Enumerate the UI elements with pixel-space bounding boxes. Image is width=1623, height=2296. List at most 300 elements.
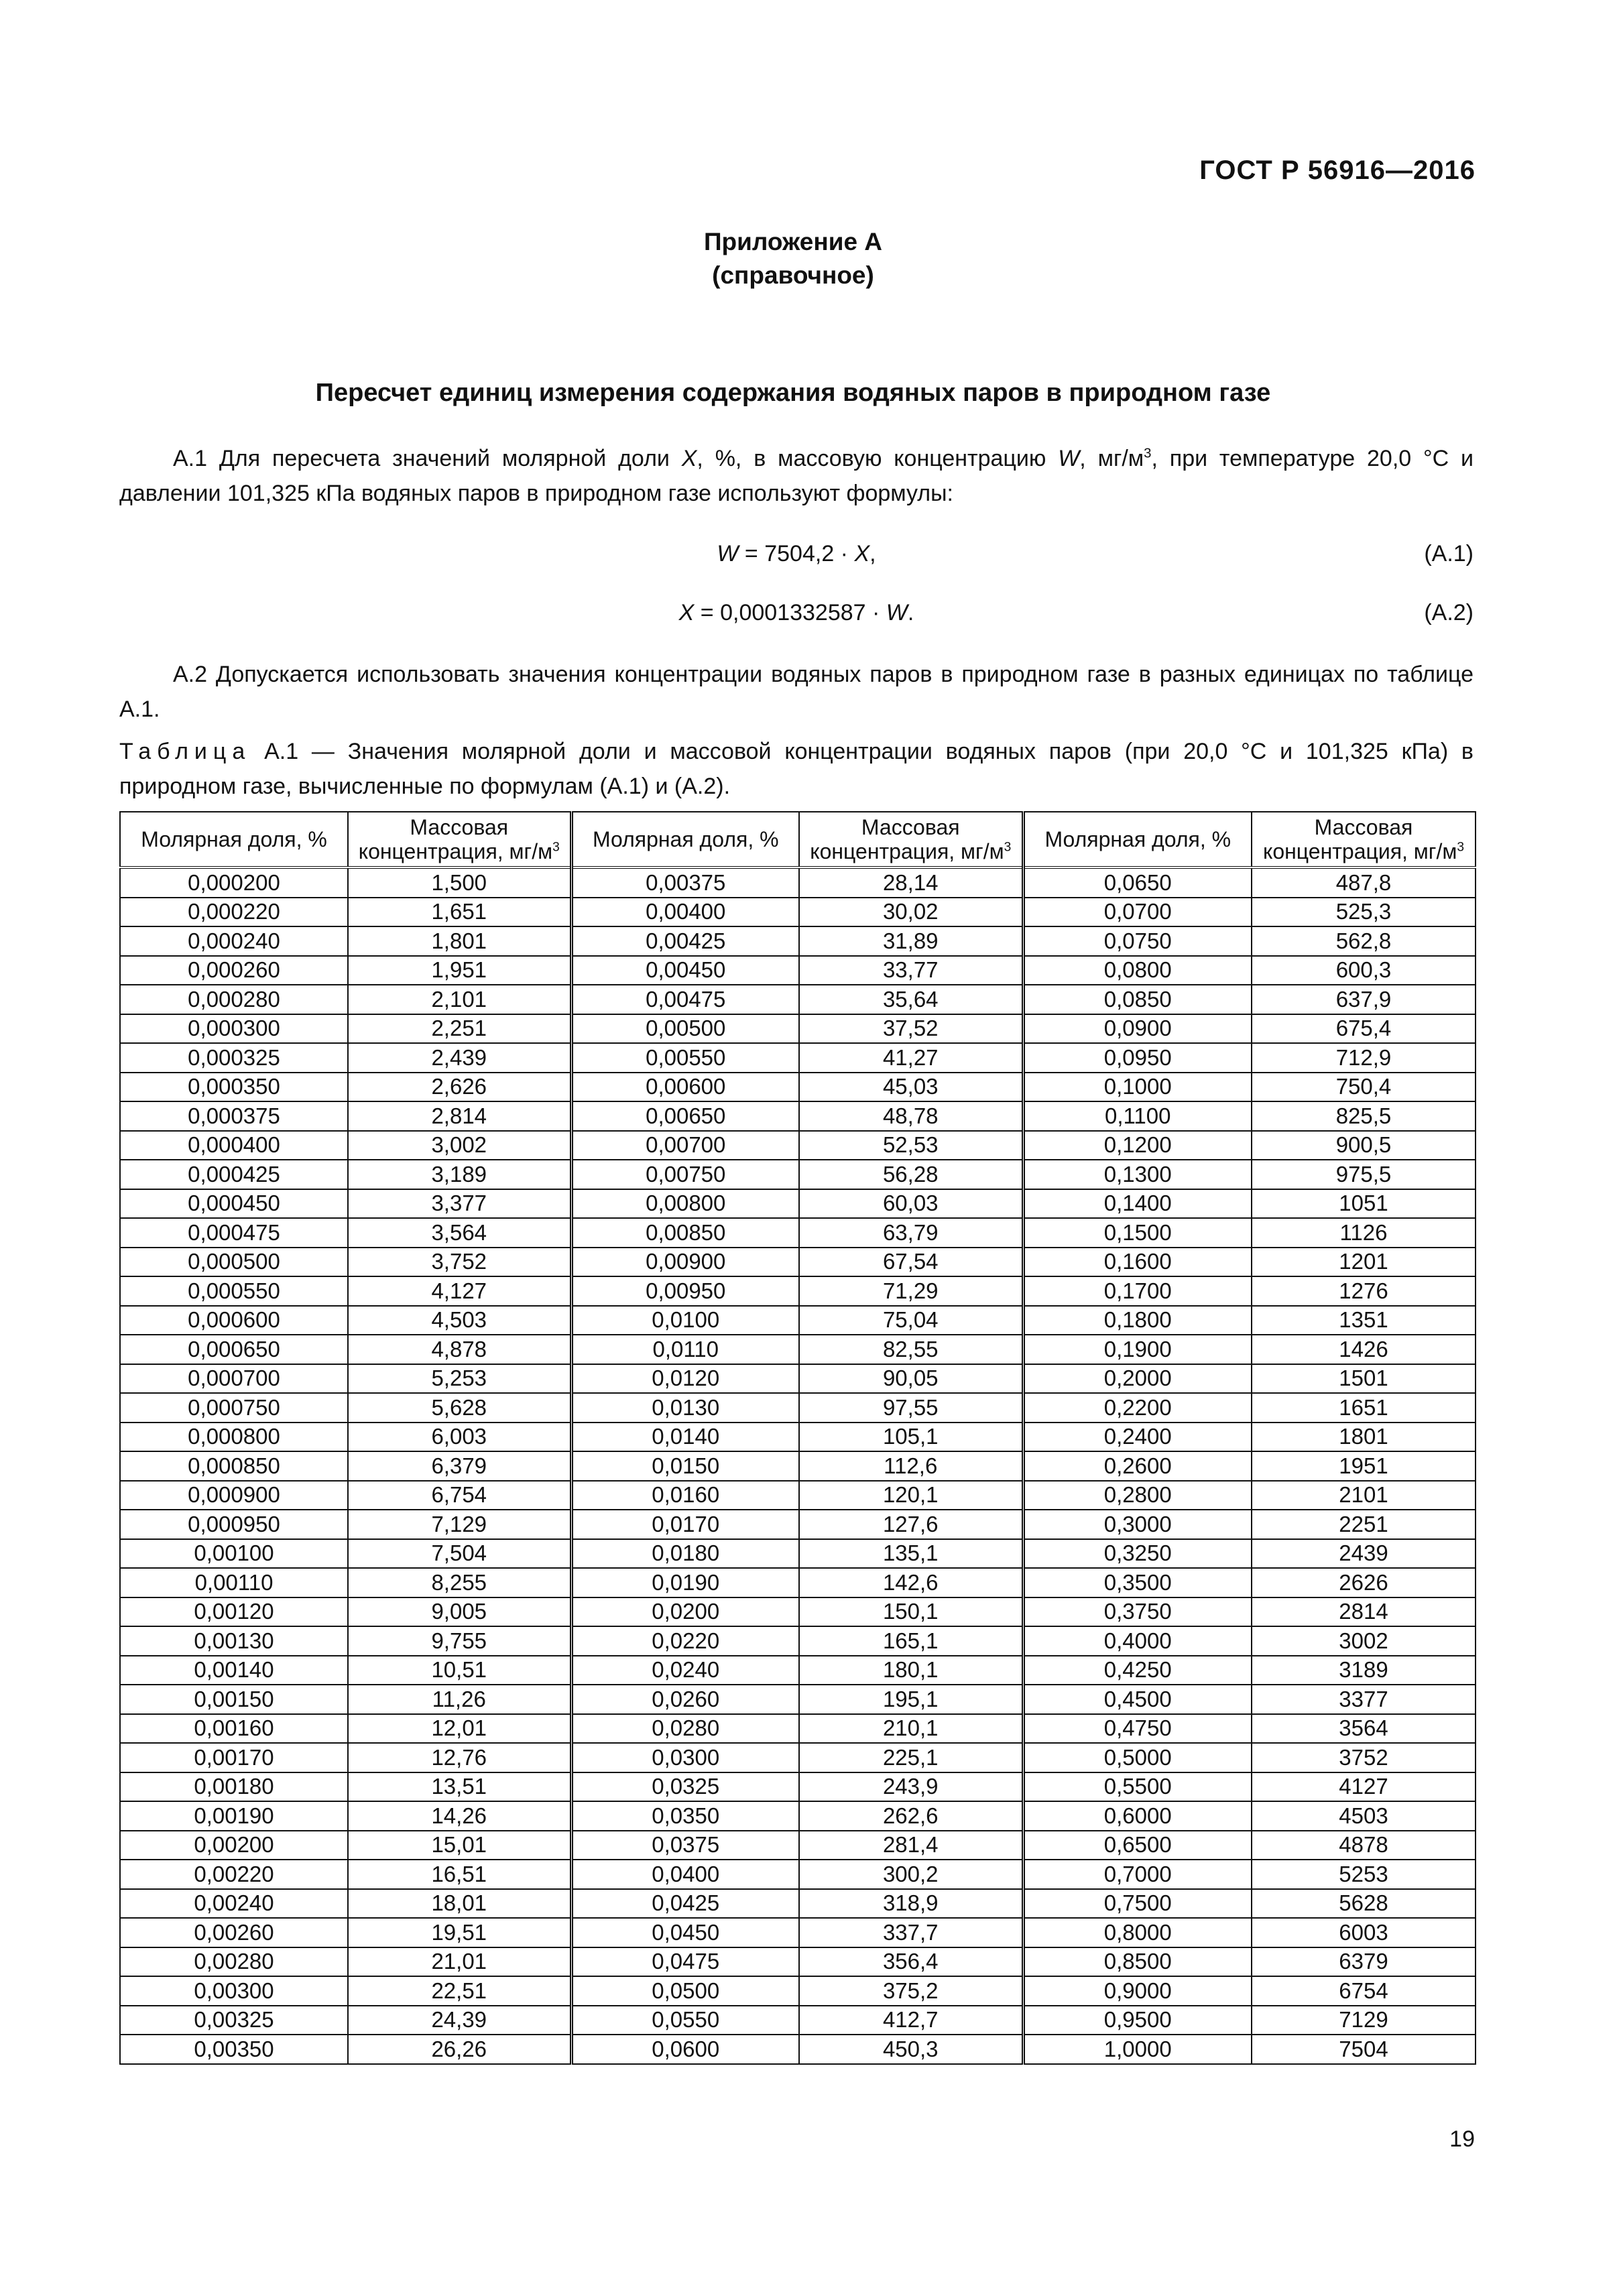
formula-tail: , (869, 541, 876, 566)
cell-molar-fraction: 0,00750 (571, 1160, 799, 1189)
symbol-x: X (681, 446, 697, 471)
cell-molar-fraction: 0,9000 (1023, 1976, 1252, 2006)
conversion-table (119, 811, 1476, 2065)
cell-mass-concentration: 2251 (1252, 1510, 1476, 1539)
cell-molar-fraction: 0,0800 (1023, 956, 1252, 985)
cell-molar-fraction: 0,0280 (571, 1714, 799, 1744)
cell-mass-concentration: 97,55 (799, 1393, 1023, 1423)
cell-molar-fraction: 0,00180 (120, 1772, 348, 1802)
cell-molar-fraction: 0,0110 (571, 1335, 799, 1364)
table-row (120, 1276, 1476, 1306)
cell-mass-concentration: 24,39 (348, 2006, 571, 2035)
cell-mass-concentration: 6,754 (348, 1481, 571, 1510)
superscript-3: 3 (1144, 446, 1152, 461)
cell-molar-fraction: 0,00425 (571, 926, 799, 956)
table-row (120, 1481, 1476, 1510)
cell-mass-concentration: 487,8 (1252, 867, 1476, 898)
table-row (120, 1568, 1476, 1597)
cell-mass-concentration: 3752 (1252, 1743, 1476, 1772)
cell-molar-fraction: 0,000750 (120, 1393, 348, 1423)
cell-mass-concentration: 33,77 (799, 956, 1023, 985)
cell-molar-fraction: 0,0180 (571, 1539, 799, 1569)
cell-mass-concentration: 975,5 (1252, 1160, 1476, 1189)
cell-molar-fraction: 0,1400 (1023, 1189, 1252, 1219)
cell-molar-fraction: 0,4000 (1023, 1626, 1252, 1656)
cell-molar-fraction: 0,3500 (1023, 1568, 1252, 1597)
table-row (120, 926, 1476, 956)
cell-molar-fraction: 0,00170 (120, 1743, 348, 1772)
table-row (120, 985, 1476, 1014)
cell-molar-fraction: 0,0190 (571, 1568, 799, 1597)
table-row (120, 1248, 1476, 1277)
header-molar-fraction: Молярная доля, % (571, 812, 799, 867)
cell-mass-concentration: 18,01 (348, 1889, 571, 1919)
cell-mass-concentration: 2,814 (348, 1101, 571, 1131)
cell-molar-fraction: 0,000200 (120, 867, 348, 898)
cell-mass-concentration: 281,4 (799, 1831, 1023, 1860)
cell-molar-fraction: 0,000500 (120, 1248, 348, 1277)
cell-molar-fraction: 0,0400 (571, 1860, 799, 1889)
cell-molar-fraction: 0,00110 (120, 1568, 348, 1597)
table-row (120, 1801, 1476, 1831)
cell-mass-concentration: 412,7 (799, 2006, 1023, 2035)
cell-molar-fraction: 0,0750 (1023, 926, 1252, 956)
cell-molar-fraction: 0,3250 (1023, 1539, 1252, 1569)
cell-mass-concentration: 2101 (1252, 1481, 1476, 1510)
cell-mass-concentration: 8,255 (348, 1568, 571, 1597)
cell-mass-concentration: 750,4 (1252, 1073, 1476, 1102)
cell-molar-fraction: 0,000220 (120, 898, 348, 927)
cell-molar-fraction: 0,00500 (571, 1014, 799, 1044)
cell-mass-concentration: 525,3 (1252, 898, 1476, 927)
header-mass-concentration: Массовая концентрация, $мг/м^3$ (1252, 812, 1476, 867)
cell-mass-concentration: 3,002 (348, 1131, 571, 1160)
cell-mass-concentration: 1276 (1252, 1276, 1476, 1306)
paragraph-a2-text: А.2 Допускается использовать значения концентрации водяных паров в природном газе в разных единицах по таблице А.1. (119, 662, 1474, 722)
paragraph-a1 (119, 441, 1474, 511)
cell-mass-concentration: 375,2 (799, 1976, 1023, 2006)
cell-mass-concentration: 45,03 (799, 1073, 1023, 1102)
cell-molar-fraction: 0,0475 (571, 1947, 799, 1977)
table-row (120, 1101, 1476, 1131)
cell-mass-concentration: 127,6 (799, 1510, 1023, 1539)
formula-expression (119, 536, 1474, 571)
table-row (120, 1656, 1476, 1685)
header-molar-fraction: Молярная доля, % (1023, 812, 1252, 867)
table-row (120, 1918, 1476, 1947)
cell-mass-concentration: 225,1 (799, 1743, 1023, 1772)
cell-molar-fraction: 0,00200 (120, 1831, 348, 1860)
table-row (120, 956, 1476, 985)
cell-mass-concentration: 7129 (1252, 2006, 1476, 2035)
cell-molar-fraction: 0,0170 (571, 1510, 799, 1539)
cell-mass-concentration: 6,003 (348, 1423, 571, 1452)
cell-molar-fraction: 0,000350 (120, 1073, 348, 1102)
paragraph-a2 (119, 657, 1474, 727)
cell-mass-concentration: 3377 (1252, 1685, 1476, 1714)
cell-mass-concentration: 2626 (1252, 1568, 1476, 1597)
table-row (120, 1714, 1476, 1744)
section-title: Пересчет единиц измерения содержания водяных паров в природном газе (315, 379, 1271, 407)
cell-mass-concentration: 5253 (1252, 1860, 1476, 1889)
table-row (120, 1976, 1476, 2006)
table-row (120, 1423, 1476, 1452)
cell-mass-concentration: 41,27 (799, 1043, 1023, 1073)
cell-molar-fraction: 0,000650 (120, 1335, 348, 1364)
cell-mass-concentration: 1,951 (348, 956, 571, 985)
table-row (120, 1014, 1476, 1044)
table-row (120, 867, 1476, 898)
table-row (120, 1947, 1476, 1977)
appendix-subtitle: (справочное) (712, 261, 874, 289)
table-row (120, 898, 1476, 927)
cell-mass-concentration: 112,6 (799, 1451, 1023, 1481)
cell-molar-fraction: 0,00475 (571, 985, 799, 1014)
cell-mass-concentration: 825,5 (1252, 1101, 1476, 1131)
cell-molar-fraction: 0,7500 (1023, 1889, 1252, 1919)
cell-mass-concentration: 356,4 (799, 1947, 1023, 1977)
cell-molar-fraction: 0,3750 (1023, 1597, 1252, 1627)
cell-molar-fraction: 0,00325 (120, 2006, 348, 2035)
header-mass-concentration: Массовая концентрация, $мг/м^3$ (348, 812, 571, 867)
cell-mass-concentration: 1801 (1252, 1423, 1476, 1452)
formula-number: (А.2) (1424, 600, 1474, 625)
cell-molar-fraction: 0,2400 (1023, 1423, 1252, 1452)
cell-mass-concentration: 3189 (1252, 1656, 1476, 1685)
cell-mass-concentration: 150,1 (799, 1597, 1023, 1627)
cell-molar-fraction: 0,000850 (120, 1451, 348, 1481)
cell-molar-fraction: 0,00850 (571, 1218, 799, 1248)
cell-molar-fraction: 0,0850 (1023, 985, 1252, 1014)
cell-mass-concentration: 450,3 (799, 2035, 1023, 2064)
cell-molar-fraction: 0,8500 (1023, 1947, 1252, 1977)
cell-molar-fraction: 0,0240 (571, 1656, 799, 1685)
table-row (120, 1073, 1476, 1102)
formula-lhs: X (678, 600, 695, 625)
table-row (120, 2035, 1476, 2064)
cell-molar-fraction: 1,0000 (1023, 2035, 1252, 2064)
cell-molar-fraction: 0,00140 (120, 1656, 348, 1685)
cell-mass-concentration: 12,01 (348, 1714, 571, 1744)
formula-number: (А.1) (1424, 541, 1474, 566)
cell-molar-fraction: 0,0550 (571, 2006, 799, 2035)
cell-mass-concentration: 1051 (1252, 1189, 1476, 1219)
cell-molar-fraction: 0,000475 (120, 1218, 348, 1248)
cell-mass-concentration: 3,752 (348, 1248, 571, 1277)
cell-mass-concentration: 71,29 (799, 1276, 1023, 1306)
cell-molar-fraction: 0,2000 (1023, 1364, 1252, 1394)
cell-molar-fraction: 0,000300 (120, 1014, 348, 1044)
table-row (120, 1889, 1476, 1919)
cell-mass-concentration: 210,1 (799, 1714, 1023, 1744)
cell-molar-fraction: 0,00260 (120, 1918, 348, 1947)
paragraph-a1-part: , мг/м (1079, 446, 1144, 471)
table-row (120, 1743, 1476, 1772)
table-row (120, 1306, 1476, 1335)
formula-operator: = 7504,2 · (738, 541, 855, 566)
cell-molar-fraction: 0,0100 (571, 1306, 799, 1335)
cell-molar-fraction: 0,0150 (571, 1451, 799, 1481)
table-row (120, 1364, 1476, 1394)
cell-mass-concentration: 13,51 (348, 1772, 571, 1802)
appendix-title: Приложение А (703, 228, 883, 255)
cell-molar-fraction: 0,1500 (1023, 1218, 1252, 1248)
cell-molar-fraction: 0,5000 (1023, 1743, 1252, 1772)
cell-mass-concentration: 11,26 (348, 1685, 571, 1714)
cell-mass-concentration: 2,101 (348, 985, 571, 1014)
cell-mass-concentration: 165,1 (799, 1626, 1023, 1656)
cell-mass-concentration: 1426 (1252, 1335, 1476, 1364)
cell-molar-fraction: 0,00950 (571, 1276, 799, 1306)
cell-molar-fraction: 0,00280 (120, 1947, 348, 1977)
cell-mass-concentration: 35,64 (799, 985, 1023, 1014)
cell-molar-fraction: 0,1000 (1023, 1073, 1252, 1102)
table-row (120, 2006, 1476, 2035)
cell-molar-fraction: 0,0220 (571, 1626, 799, 1656)
cell-mass-concentration: 63,79 (799, 1218, 1023, 1248)
cell-molar-fraction: 0,0120 (571, 1364, 799, 1394)
cell-mass-concentration: 262,6 (799, 1801, 1023, 1831)
cell-molar-fraction: 0,000375 (120, 1101, 348, 1131)
header-mass-concentration: Массовая концентрация, $мг/м^3$ (799, 812, 1023, 867)
cell-molar-fraction: 0,000450 (120, 1189, 348, 1219)
cell-mass-concentration: 637,9 (1252, 985, 1476, 1014)
cell-molar-fraction: 0,2800 (1023, 1481, 1252, 1510)
cell-mass-concentration: 28,14 (799, 867, 1023, 898)
cell-molar-fraction: 0,000950 (120, 1510, 348, 1539)
cell-molar-fraction: 0,0425 (571, 1889, 799, 1919)
cell-molar-fraction: 0,00900 (571, 1248, 799, 1277)
cell-molar-fraction: 0,00160 (120, 1714, 348, 1744)
cell-molar-fraction: 0,1800 (1023, 1306, 1252, 1335)
document-code: ГОСТ Р 56916—2016 (1199, 156, 1476, 185)
cell-mass-concentration: 37,52 (799, 1014, 1023, 1044)
formula-operator: = 0,0001332587 · (694, 600, 886, 625)
cell-molar-fraction: 0,0650 (1023, 867, 1252, 898)
cell-mass-concentration: 5,628 (348, 1393, 571, 1423)
cell-mass-concentration: 9,005 (348, 1597, 571, 1627)
cell-mass-concentration: 1,651 (348, 898, 571, 927)
formula-rhs: X (854, 541, 870, 566)
paragraph-a1-part: А.1 Для пересчета значений молярной доли (173, 446, 682, 471)
cell-mass-concentration: 135,1 (799, 1539, 1023, 1569)
cell-molar-fraction: 0,000900 (120, 1481, 348, 1510)
table-row (120, 1131, 1476, 1160)
cell-molar-fraction: 0,9500 (1023, 2006, 1252, 2035)
cell-molar-fraction: 0,6500 (1023, 1831, 1252, 1860)
cell-molar-fraction: 0,0450 (571, 1918, 799, 1947)
cell-mass-concentration: 5,253 (348, 1364, 571, 1394)
cell-molar-fraction: 0,00190 (120, 1801, 348, 1831)
cell-mass-concentration: 1126 (1252, 1218, 1476, 1248)
cell-mass-concentration: 2,439 (348, 1043, 571, 1073)
page-number: 19 (1449, 2126, 1475, 2152)
cell-molar-fraction: 0,1300 (1023, 1160, 1252, 1189)
cell-mass-concentration: 105,1 (799, 1423, 1023, 1452)
table-row (120, 1393, 1476, 1423)
formula-lhs: W (717, 541, 739, 566)
cell-molar-fraction: 0,0160 (571, 1481, 799, 1510)
cell-mass-concentration: 195,1 (799, 1685, 1023, 1714)
cell-mass-concentration: 4503 (1252, 1801, 1476, 1831)
cell-molar-fraction: 0,0700 (1023, 898, 1252, 927)
cell-mass-concentration: 4,878 (348, 1335, 571, 1364)
cell-mass-concentration: 1951 (1252, 1451, 1476, 1481)
cell-molar-fraction: 0,0200 (571, 1597, 799, 1627)
cell-molar-fraction: 0,0500 (571, 1976, 799, 2006)
cell-molar-fraction: 0,00130 (120, 1626, 348, 1656)
cell-molar-fraction: 0,00550 (571, 1043, 799, 1073)
cell-mass-concentration: 6379 (1252, 1947, 1476, 1977)
formula-expression (119, 595, 1474, 630)
cell-mass-concentration: 142,6 (799, 1568, 1023, 1597)
table-row (120, 1626, 1476, 1656)
table-row (120, 1160, 1476, 1189)
appendix-heading (0, 225, 1586, 292)
cell-molar-fraction: 0,0375 (571, 1831, 799, 1860)
cell-mass-concentration: 15,01 (348, 1831, 571, 1860)
cell-mass-concentration: 1201 (1252, 1248, 1476, 1277)
table-caption-text: А.1 — Значения молярной доли и массовой концентрации водяных паров (при 20,0 °С и 101,325 кПа) в природном газе, вычисленные по формулам (А.1) и (А.2). (119, 739, 1474, 799)
cell-mass-concentration: 2439 (1252, 1539, 1476, 1569)
symbol-w: W (1058, 446, 1080, 471)
cell-molar-fraction: 0,1700 (1023, 1276, 1252, 1306)
cell-molar-fraction: 0,7000 (1023, 1860, 1252, 1889)
table-caption (119, 734, 1474, 804)
table-header-row (120, 812, 1476, 867)
cell-mass-concentration: 6003 (1252, 1918, 1476, 1947)
table-caption-label: Таблица (119, 739, 251, 764)
cell-molar-fraction: 0,000280 (120, 985, 348, 1014)
table-row (120, 1510, 1476, 1539)
cell-mass-concentration: 562,8 (1252, 926, 1476, 956)
table-row (120, 1597, 1476, 1627)
cell-molar-fraction: 0,4750 (1023, 1714, 1252, 1744)
cell-mass-concentration: 21,01 (348, 1947, 571, 1977)
cell-mass-concentration: 16,51 (348, 1860, 571, 1889)
cell-molar-fraction: 0,00700 (571, 1131, 799, 1160)
table-row (120, 1539, 1476, 1569)
cell-mass-concentration: 6,379 (348, 1451, 571, 1481)
cell-molar-fraction: 0,2200 (1023, 1393, 1252, 1423)
cell-molar-fraction: 0,00100 (120, 1539, 348, 1569)
paragraph-a1-part: , %, в массовую концентрацию (697, 446, 1059, 471)
paragraph-a1-part: , при температуре 20,0 °С и давлении 101,325 кПа водяных паров в природном газе используют формулы: (119, 446, 1474, 506)
cell-mass-concentration: 75,04 (799, 1306, 1023, 1335)
cell-mass-concentration: 300,2 (799, 1860, 1023, 1889)
cell-molar-fraction: 0,5500 (1023, 1772, 1252, 1802)
table-row (120, 1772, 1476, 1802)
cell-molar-fraction: 0,0260 (571, 1685, 799, 1714)
cell-mass-concentration: 3002 (1252, 1626, 1476, 1656)
cell-mass-concentration: 1651 (1252, 1393, 1476, 1423)
cell-mass-concentration: 1501 (1252, 1364, 1476, 1394)
cell-mass-concentration: 67,54 (799, 1248, 1023, 1277)
cell-molar-fraction: 0,4500 (1023, 1685, 1252, 1714)
cell-mass-concentration: 10,51 (348, 1656, 571, 1685)
cell-mass-concentration: 26,26 (348, 2035, 571, 2064)
cell-molar-fraction: 0,3000 (1023, 1510, 1252, 1539)
cell-mass-concentration: 243,9 (799, 1772, 1023, 1802)
cell-mass-concentration: 600,3 (1252, 956, 1476, 985)
formula-a2 (119, 595, 1474, 630)
table-row (120, 1451, 1476, 1481)
cell-mass-concentration: 48,78 (799, 1101, 1023, 1131)
cell-mass-concentration: 31,89 (799, 926, 1023, 956)
cell-mass-concentration: 22,51 (348, 1976, 571, 2006)
cell-mass-concentration: 1,801 (348, 926, 571, 956)
cell-mass-concentration: 7,129 (348, 1510, 571, 1539)
cell-molar-fraction: 0,000700 (120, 1364, 348, 1394)
cell-mass-concentration: 6754 (1252, 1976, 1476, 2006)
cell-molar-fraction: 0,00800 (571, 1189, 799, 1219)
cell-molar-fraction: 0,8000 (1023, 1918, 1252, 1947)
cell-mass-concentration: 180,1 (799, 1656, 1023, 1685)
cell-molar-fraction: 0,1900 (1023, 1335, 1252, 1364)
cell-mass-concentration: 5628 (1252, 1889, 1476, 1919)
cell-molar-fraction: 0,00350 (120, 2035, 348, 2064)
cell-molar-fraction: 0,00600 (571, 1073, 799, 1102)
cell-molar-fraction: 0,00150 (120, 1685, 348, 1714)
cell-mass-concentration: 14,26 (348, 1801, 571, 1831)
cell-molar-fraction: 0,1200 (1023, 1131, 1252, 1160)
table-row (120, 1189, 1476, 1219)
cell-mass-concentration: 4,127 (348, 1276, 571, 1306)
cell-mass-concentration: 3,189 (348, 1160, 571, 1189)
cell-molar-fraction: 0,0300 (571, 1743, 799, 1772)
table-row (120, 1685, 1476, 1714)
table-row (120, 1831, 1476, 1860)
cell-mass-concentration: 2,251 (348, 1014, 571, 1044)
cell-molar-fraction: 0,4250 (1023, 1656, 1252, 1685)
cell-molar-fraction: 0,0600 (571, 2035, 799, 2064)
cell-molar-fraction: 0,000600 (120, 1306, 348, 1335)
cell-mass-concentration: 900,5 (1252, 1131, 1476, 1160)
cell-mass-concentration: 318,9 (799, 1889, 1023, 1919)
cell-molar-fraction: 0,00120 (120, 1597, 348, 1627)
cell-molar-fraction: 0,0350 (571, 1801, 799, 1831)
cell-mass-concentration: 3564 (1252, 1714, 1476, 1744)
cell-molar-fraction: 0,00220 (120, 1860, 348, 1889)
cell-molar-fraction: 0,1600 (1023, 1248, 1252, 1277)
cell-molar-fraction: 0,00400 (571, 898, 799, 927)
cell-mass-concentration: 19,51 (348, 1918, 571, 1947)
cell-mass-concentration: 9,755 (348, 1626, 571, 1656)
cell-mass-concentration: 12,76 (348, 1743, 571, 1772)
cell-mass-concentration: 2,626 (348, 1073, 571, 1102)
cell-mass-concentration: 3,564 (348, 1218, 571, 1248)
formula-rhs: W (886, 600, 908, 625)
cell-molar-fraction: 0,00450 (571, 956, 799, 985)
cell-molar-fraction: 0,2600 (1023, 1451, 1252, 1481)
cell-mass-concentration: 7504 (1252, 2035, 1476, 2064)
cell-mass-concentration: 675,4 (1252, 1014, 1476, 1044)
cell-molar-fraction: 0,0130 (571, 1393, 799, 1423)
cell-molar-fraction: 0,6000 (1023, 1801, 1252, 1831)
header-molar-fraction: Молярная доля, % (120, 812, 348, 867)
cell-mass-concentration: 1,500 (348, 867, 571, 898)
cell-mass-concentration: 1351 (1252, 1306, 1476, 1335)
cell-mass-concentration: 60,03 (799, 1189, 1023, 1219)
table-row (120, 1218, 1476, 1248)
cell-mass-concentration: 2814 (1252, 1597, 1476, 1627)
cell-molar-fraction: 0,0900 (1023, 1014, 1252, 1044)
formula-a1 (119, 536, 1474, 571)
cell-molar-fraction: 0,000260 (120, 956, 348, 985)
cell-molar-fraction: 0,00650 (571, 1101, 799, 1131)
cell-molar-fraction: 0,000240 (120, 926, 348, 956)
cell-mass-concentration: 4878 (1252, 1831, 1476, 1860)
